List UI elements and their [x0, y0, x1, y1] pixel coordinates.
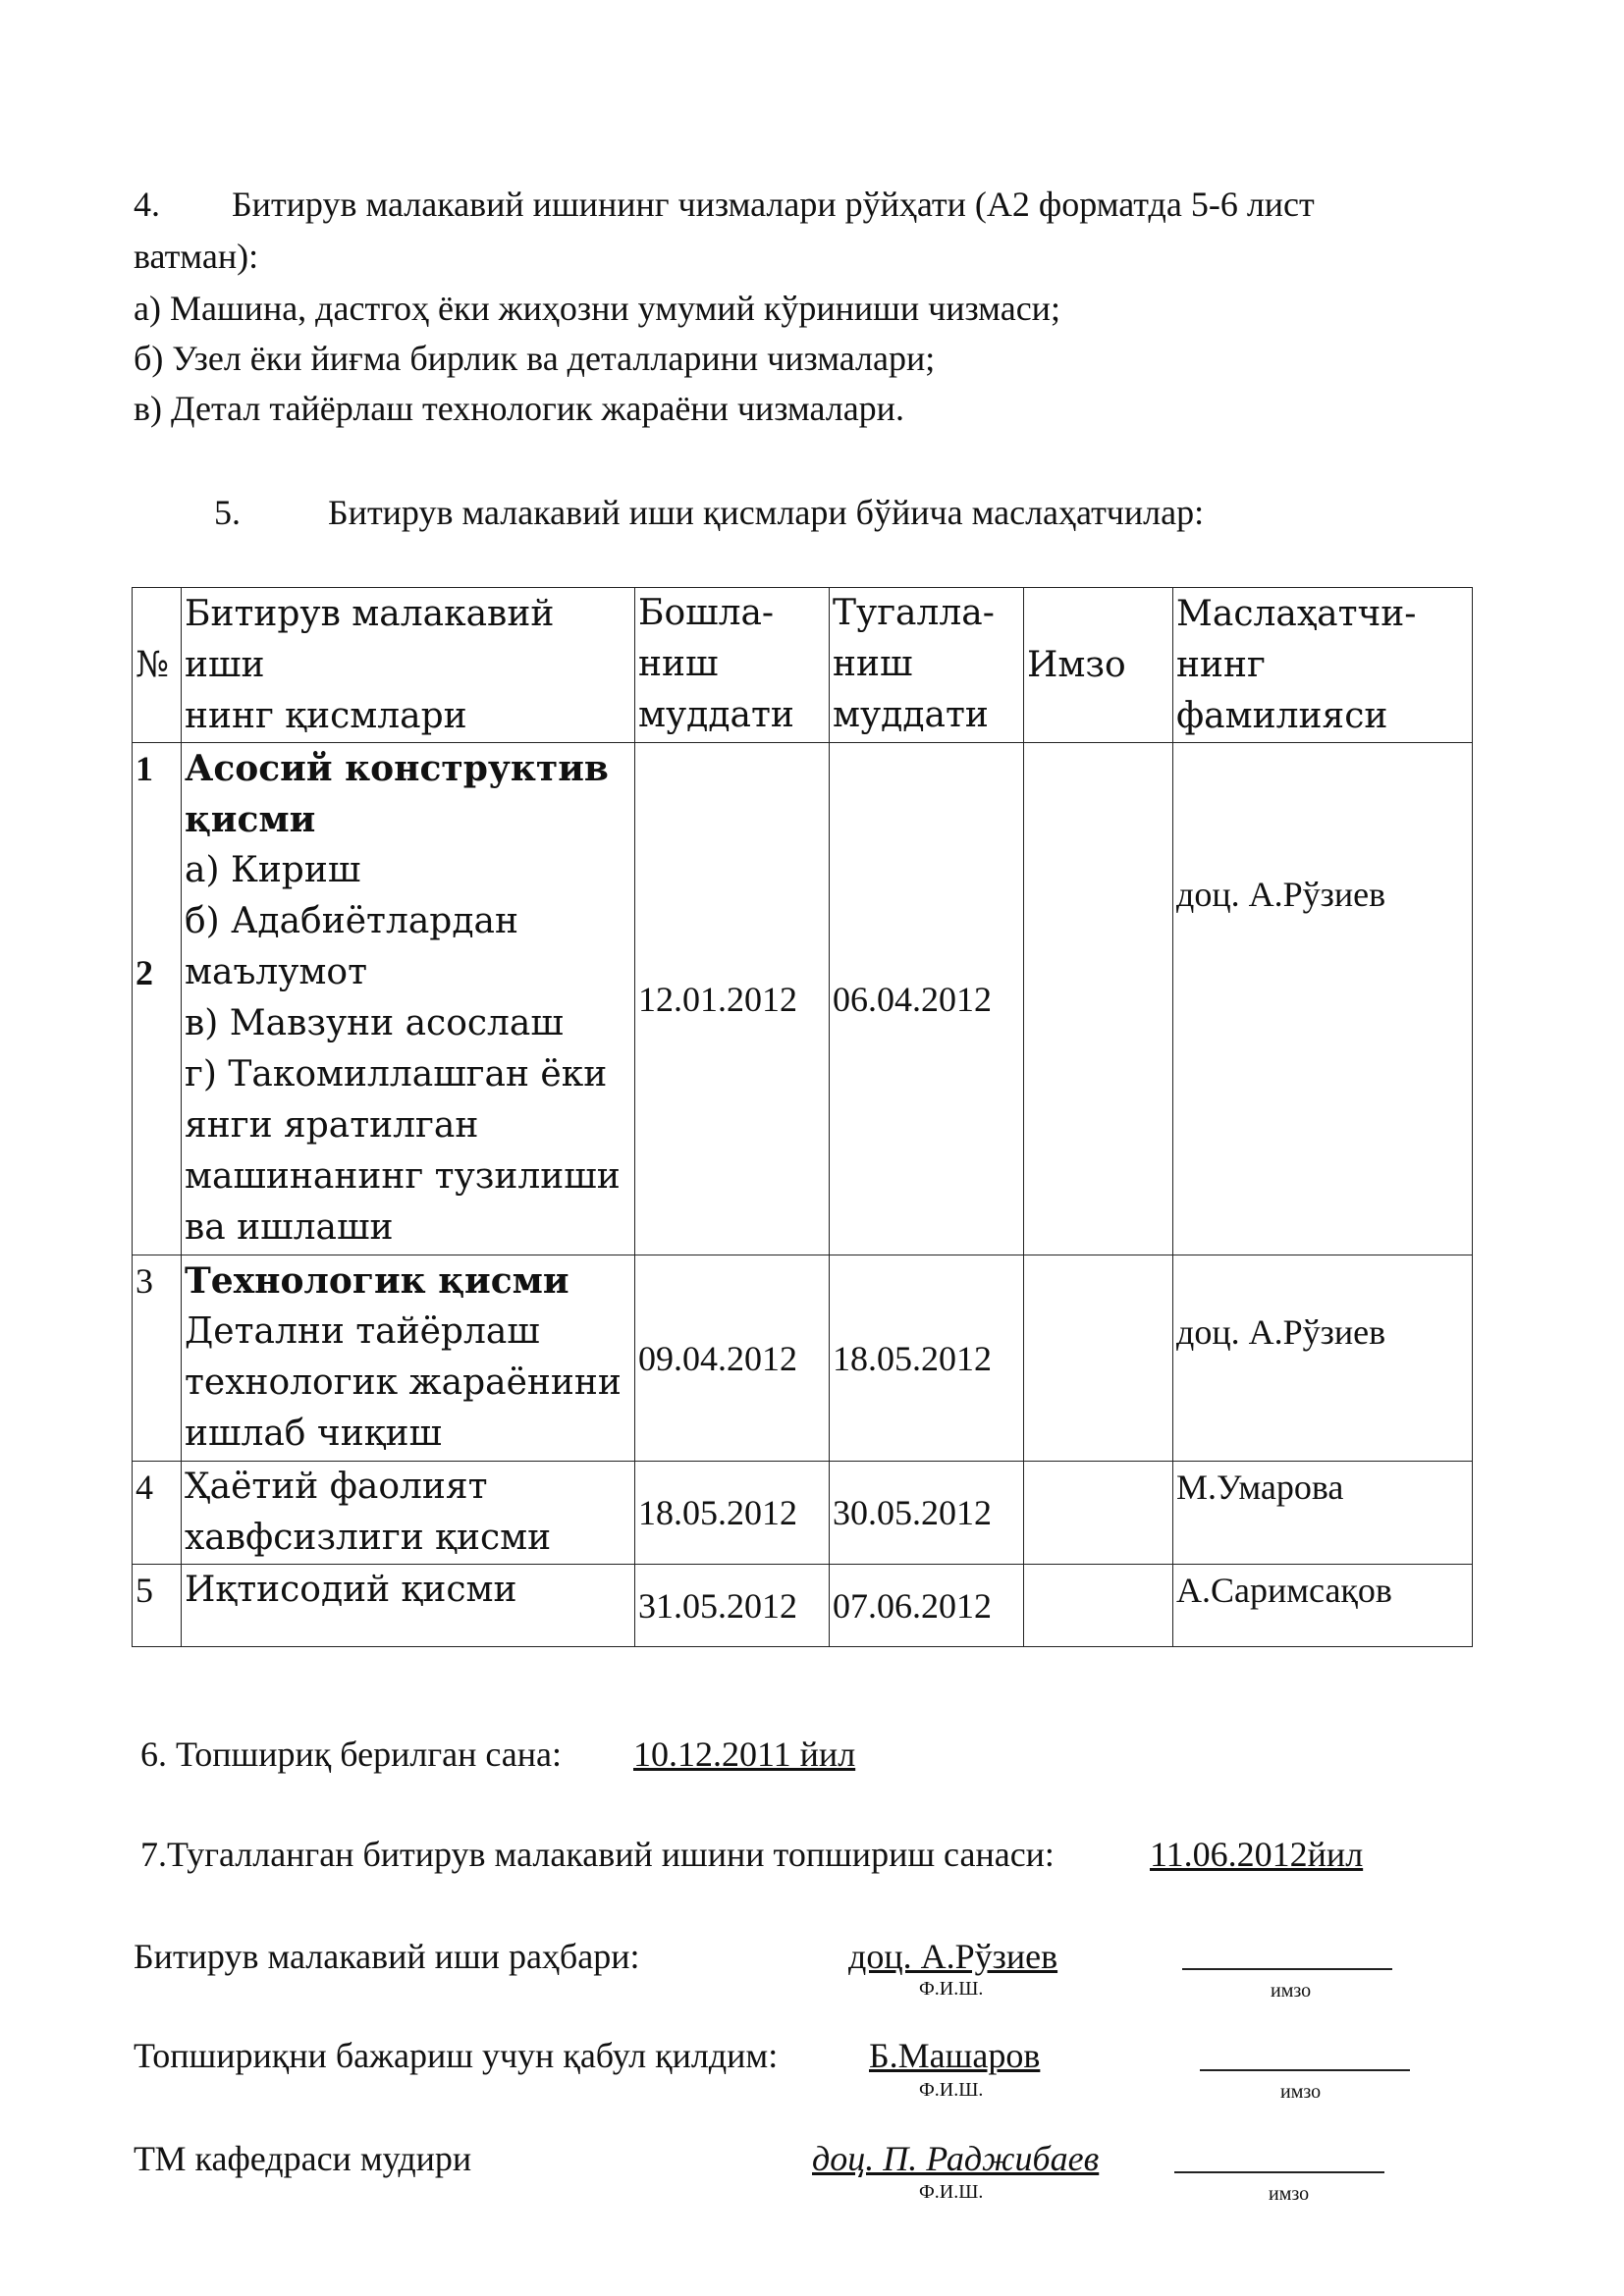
row1-sign	[1024, 743, 1173, 1255]
header-num: №	[133, 588, 182, 743]
row4-end: 30.05.2012	[830, 1462, 1024, 1565]
header-sign: Имзо	[1024, 588, 1173, 743]
head-sign-caption: имзо	[1269, 2183, 1310, 2205]
row4-consultant: М.Умарова	[1173, 1462, 1473, 1565]
section4-text: Битирув малакавий ишининг чизмалари рўйҳати (А2 форматда 5-6 лист	[232, 185, 1315, 224]
row3-start: 09.04.2012	[635, 1255, 830, 1462]
head-role: ТМ кафедраси мудири	[134, 2139, 472, 2178]
table-row	[133, 1255, 1473, 1462]
row4-start: 18.05.2012	[635, 1462, 830, 1565]
head-name: доц. П. Раджибаев	[812, 2139, 1100, 2178]
row3-sign	[1024, 1255, 1173, 1462]
row5-end: 07.06.2012	[830, 1565, 1024, 1647]
section4-number: 4.	[134, 185, 160, 224]
row1-part: Асосий конструктив қисми а) Кириш б) Адабиётлардан маълумот в) Мавзуни асослаш г) Такомиллашган ёки янги яратилган машинанинг тузилиши ва ишлаши	[182, 743, 635, 1255]
table-row	[133, 1565, 1473, 1647]
row1-start: 12.01.2012	[635, 743, 830, 1255]
section4-item-a: а) Машина, дастгоҳ ёки жиҳозни умумий кўриниши чизмаси;	[134, 289, 1060, 328]
row3-end: 18.05.2012	[830, 1255, 1024, 1462]
head-signature-line	[1174, 2171, 1384, 2173]
supervisor-sign-caption: имзо	[1271, 1980, 1312, 2002]
supervisor-signature-line	[1182, 1968, 1392, 1970]
header-consultant: Маслаҳатчи- нинг фамилияси	[1173, 588, 1473, 743]
section4-item-b: б) Узел ёки йиғма бирлик ва деталларини чизмалари;	[134, 339, 936, 378]
student-role: Топшириқни бажариш учун қабул қилдим:	[134, 2036, 779, 2075]
section6-date: 10.12.2011 йил	[633, 1735, 856, 1774]
row5-consultant: А.Саримсақов	[1173, 1565, 1473, 1647]
supervisor-role: Битирув малакавий иши раҳбари:	[134, 1937, 640, 1976]
header-start: Бошла- ниш муддати	[635, 588, 830, 743]
head-fio-caption: Ф.И.Ш.	[919, 2181, 984, 2203]
section4-continuation: ватман):	[134, 237, 259, 276]
row5-start: 31.05.2012	[635, 1565, 830, 1647]
student-fio-caption: Ф.И.Ш.	[919, 2079, 984, 2101]
row5-part: Иқтисодий қисми	[182, 1565, 635, 1647]
row1-end: 06.04.2012	[830, 743, 1024, 1255]
section7-date: 11.06.2012йил	[1150, 1835, 1364, 1874]
student-name: Б.Машаров	[869, 2036, 1041, 2075]
supervisor-name: доц. А.Рўзиев	[848, 1937, 1058, 1976]
supervisor-fio-caption: Ф.И.Ш.	[919, 1978, 984, 2000]
table-row	[133, 1462, 1473, 1565]
student-signature-line	[1200, 2069, 1410, 2071]
row5-num: 5	[133, 1565, 182, 1647]
row5-sign	[1024, 1565, 1173, 1647]
row3-part: Технологик қисми Детални тайёрлаш технологик жараёнини ишлаб чиқиш	[182, 1255, 635, 1462]
student-sign-caption: имзо	[1280, 2081, 1322, 2103]
section5-text: Битирув малакавий иши қисмлари бўйича маслаҳатчилар:	[328, 493, 1205, 532]
header-part: Битирув малакавий иши нинг қисмлари	[182, 588, 635, 743]
row3-consultant: доц. А.Рўзиев	[1173, 1255, 1473, 1462]
header-end: Тугалла- ниш муддати	[830, 588, 1024, 743]
section5-number: 5.	[214, 493, 241, 532]
table-row	[133, 743, 1473, 1255]
row4-sign	[1024, 1462, 1173, 1565]
row4-part: Ҳаётий фаолият хавфсизлиги қисми	[182, 1462, 635, 1565]
section6-label: 6. Топшириқ берилган сана:	[140, 1735, 562, 1774]
consultants-table	[132, 587, 1473, 1647]
section7-label: 7.Тугалланган битирув малакавий ишини топшириш санаси:	[140, 1835, 1055, 1874]
row4-num: 4	[133, 1462, 182, 1565]
table-header-row	[133, 588, 1473, 743]
row1-num: 1 2	[133, 743, 182, 1255]
section4-item-c: в) Детал тайёрлаш технологик жараёни чизмалари.	[134, 389, 904, 428]
row3-num: 3	[133, 1255, 182, 1462]
row1-consultant: доц. А.Рўзиев	[1173, 743, 1473, 1255]
